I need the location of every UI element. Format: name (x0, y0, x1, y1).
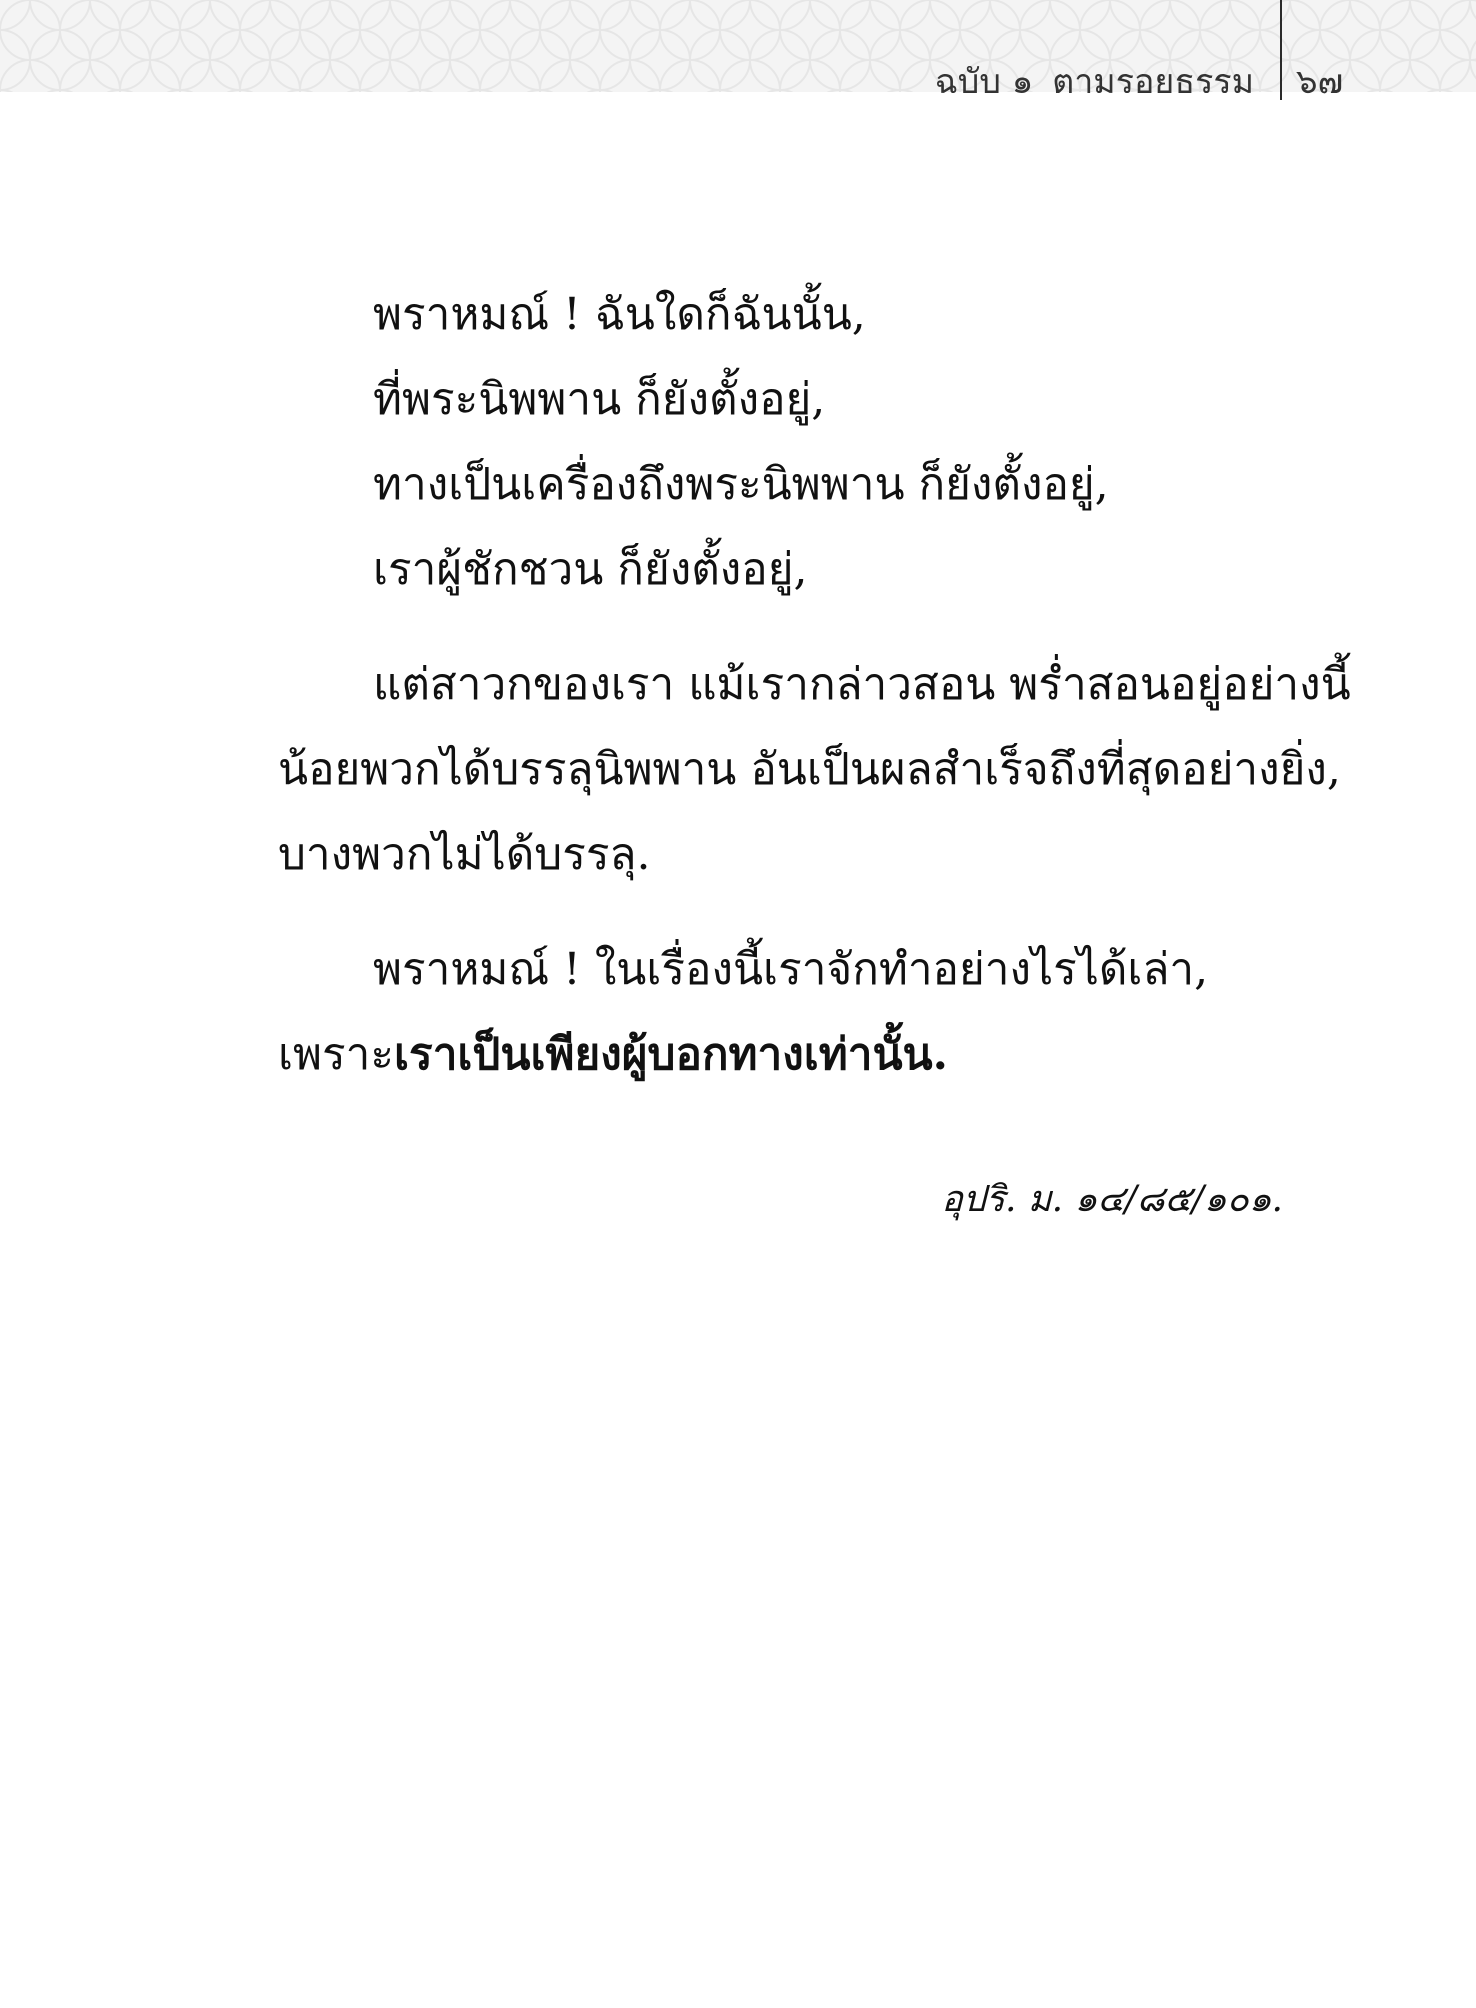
book-title: ตามรอยธรรม (1052, 62, 1254, 102)
paragraph-text: เพราะ (278, 1029, 395, 1080)
emphasized-text: เราเป็นเพียงผู้บอกทางเท่านั้น. (394, 1029, 948, 1080)
decorative-pattern (0, 0, 1476, 92)
verse-line: พราหมณ์ ! ฉันใดก็ฉันนั้น, (373, 289, 866, 340)
verse-line: ที่พระนิพพาน ก็ยังตั้งอยู่, (373, 374, 826, 425)
paragraph-line (278, 1025, 948, 1085)
verse-line: ทางเป็นเครื่องถึงพระนิพพาน ก็ยังตั้งอยู่, (373, 459, 1109, 510)
paragraph-line: บางพวกไม่ได้บรรลุ. (278, 829, 651, 880)
verse-line: เราผู้ชักชวน ก็ยังตั้งอยู่, (373, 544, 808, 595)
running-head (927, 58, 1254, 106)
paragraph-line: พราหมณ์ ! ในเรื่องนี้เราจักทำอย่างไรได้เล่า, (373, 944, 1209, 995)
header-pattern-band (0, 0, 1476, 92)
volume-label: ฉบับ ๑ (934, 62, 1034, 102)
paragraph-line: น้อยพวกได้บรรลุนิพพาน อันเป็นผลสำเร็จถึงที่สุดอย่างยิ่ง, (278, 744, 1341, 795)
page-number: ๖๗ (1296, 62, 1344, 102)
citation: อุปริ. ม. ๑๔/๘๕/๑๐๑. (941, 1179, 1283, 1220)
header-divider (1280, 0, 1282, 100)
paragraph-line: แต่สาวกของเรา แม้เรากล่าวสอน พร่ำสอนอยู่อย่างนี้ (373, 659, 1351, 710)
